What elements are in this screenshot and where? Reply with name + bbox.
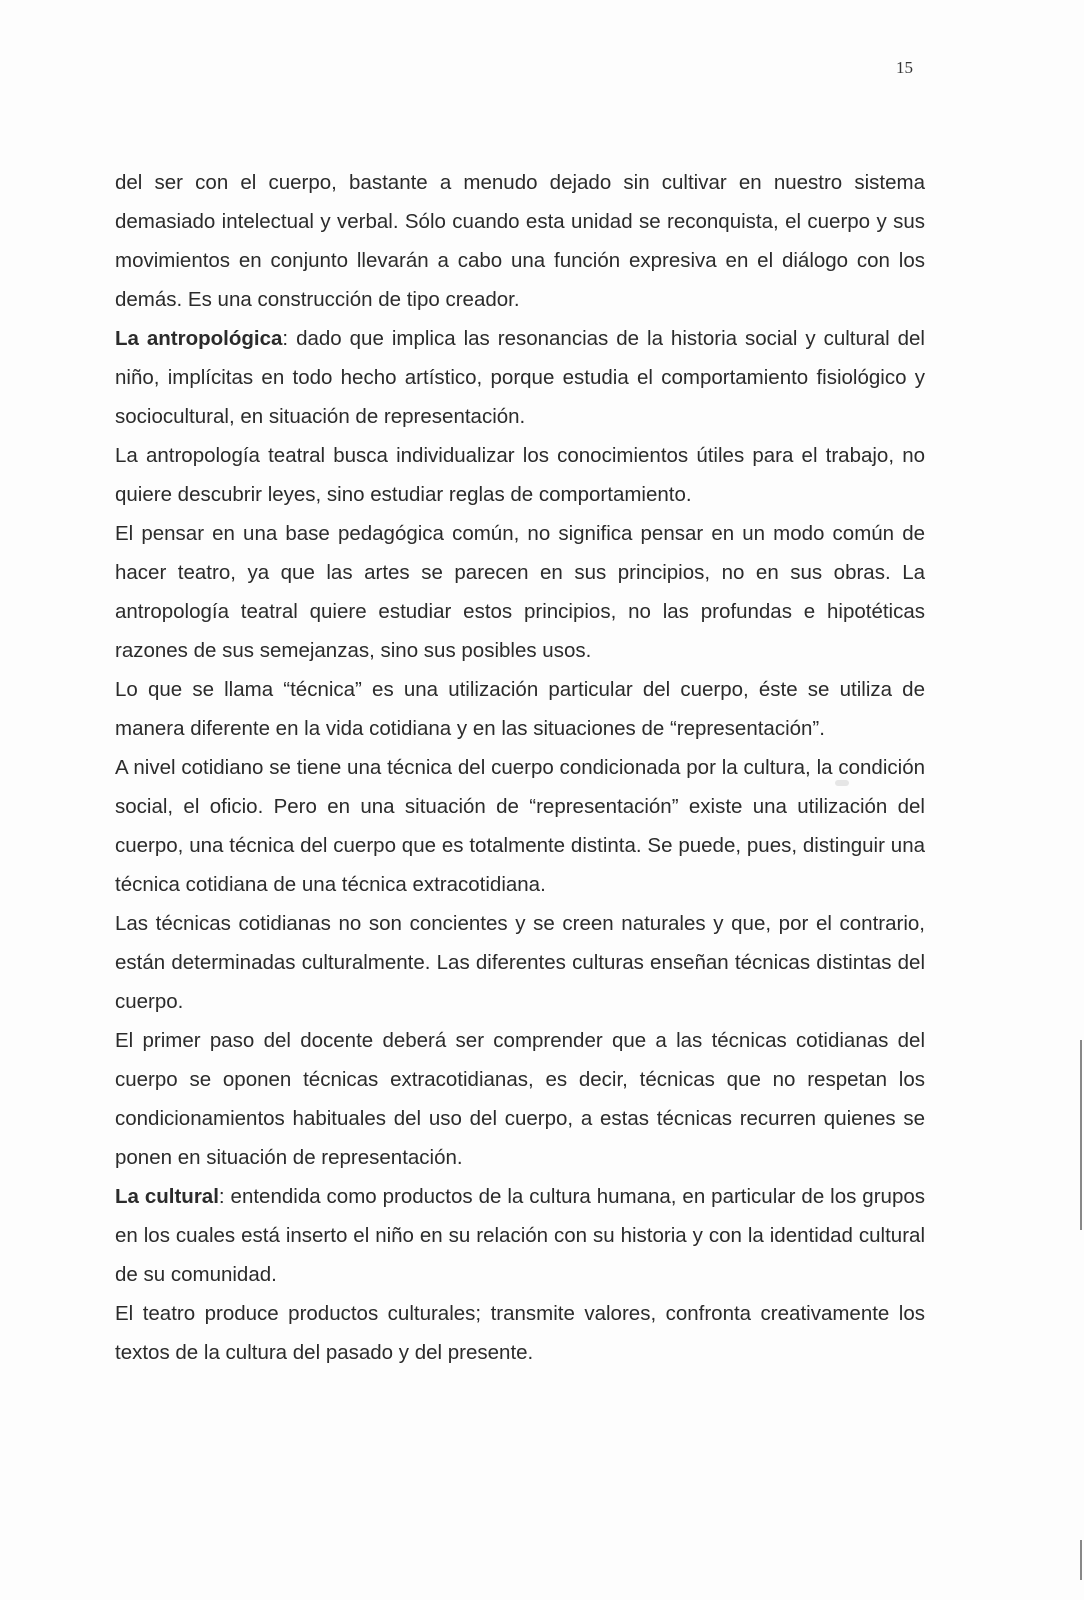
- paragraph: [115, 904, 925, 1021]
- paragraph-text: El primer paso del docente deberá ser comprender que a las técnicas cotidianas del cuerpo se oponen técnicas extracotidianas, es decir, técnicas que no respetan los condicionamientos habituales del uso del cuerpo, a estas técnicas recurren quienes se ponen en situación de representación.: [115, 1029, 925, 1169]
- scan-edge-mark: [1080, 1040, 1082, 1230]
- paragraph-text: El teatro produce productos culturales; transmite valores, confronta creativamente los textos de la cultura del pasado y del presente.: [115, 1302, 925, 1364]
- paragraph: [115, 1294, 925, 1372]
- paragraph-term: La cultural: [115, 1185, 219, 1208]
- paragraph: [115, 514, 925, 670]
- paragraph-text: El pensar en una base pedagógica común, no significa pensar en un modo común de hacer teatro, ya que las artes se parecen en sus principios, no en sus obras. La antropología teatral quiere estudiar estos principios, no las profundas e hipotéticas razones de sus semejanzas, sino sus posibles usos.: [115, 522, 925, 662]
- paragraph-text: del ser con el cuerpo, bastante a menudo dejado sin cultivar en nuestro sistema demasiado intelectual y verbal. Sólo cuando esta unidad se reconquista, el cuerpo y sus movimientos en conjunto llevarán a cabo una función expresiva en el diálogo con los demás. Es una construcción de tipo creador.: [115, 171, 925, 311]
- paragraph: [115, 670, 925, 748]
- paragraph: [115, 163, 925, 319]
- paragraph: [115, 1177, 925, 1294]
- paragraph-text: Las técnicas cotidianas no son concientes y se creen naturales y que, por el contrario, están determinadas culturalmente. Las diferentes culturas enseñan técnicas distintas del cuerpo.: [115, 912, 925, 1013]
- page-number: 15: [896, 58, 913, 77]
- paragraph-text: : dado que implica las resonancias de la historia social y cultural del niño, implícitas en todo hecho artístico, porque estudia el comportamiento fisiológico y sociocultural, en situación de representación.: [115, 327, 925, 428]
- paragraph-term: La antropológica: [115, 327, 283, 350]
- paragraph: [115, 1021, 925, 1177]
- paragraph-text: A nivel cotidiano se tiene una técnica del cuerpo condicionada por la cultura, la condición social, el oficio. Pero en una situación de “representación” existe una utilización del cuerpo, una técnica del cuerpo que es totalmente distinta. Se puede, pues, distinguir una técnica cotidiana de una técnica extracotidiana.: [115, 756, 925, 896]
- body-text: [115, 163, 925, 1372]
- paragraph-text: La antropología teatral busca individualizar los conocimientos útiles para el trabajo, no quiere descubrir leyes, sino estudiar reglas de comportamiento.: [115, 444, 925, 506]
- paragraph: [115, 436, 925, 514]
- paragraph: [115, 319, 925, 436]
- paragraph: [115, 748, 925, 904]
- paragraph-text: Lo que se llama “técnica” es una utilización particular del cuerpo, éste se utiliza de manera diferente en la vida cotidiana y en las situaciones de “representación”.: [115, 678, 925, 740]
- scan-edge-mark: [1080, 1540, 1082, 1580]
- scan-smudge: [835, 780, 849, 786]
- paragraph-text: : entendida como productos de la cultura humana, en particular de los grupos en los cuales está inserto el niño en su relación con su historia y con la identidad cultural de su comunidad.: [115, 1185, 925, 1286]
